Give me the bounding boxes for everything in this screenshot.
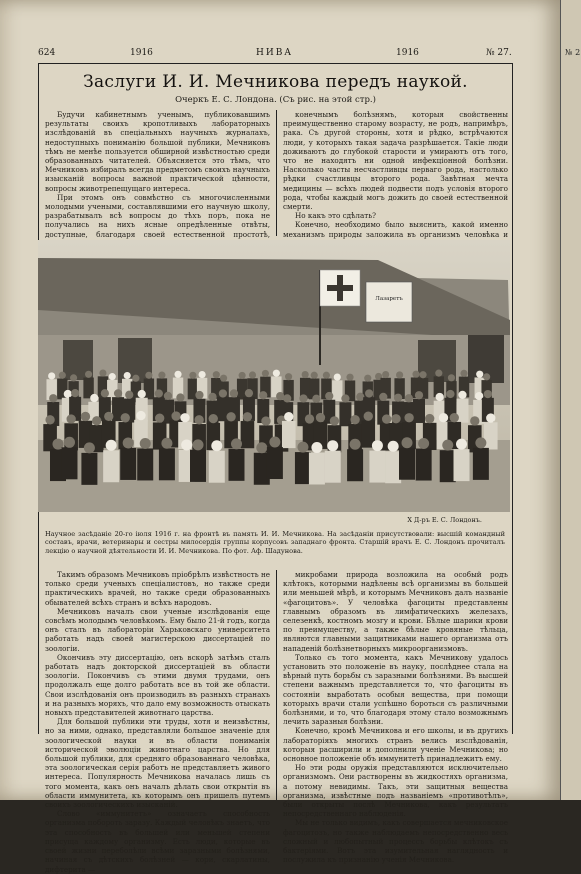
paragraph: Окончивъ эту диссертацію, онъ вскорѣ затѣмъ сталъ работать надъ докторской диссертаціей въ области зоологіи. Покончивъ съ этими двумя трудами, онъ продолжалъ еще долго работать все въ той же области. Свои изслѣдованія онъ производилъ въ разныхъ странахъ и на разныхъ моряхъ, что дало ему возможность отыскать новыхъ представителей животнаго царства. xyxy=(45,652,270,718)
header-year-right: 1916 xyxy=(396,48,419,58)
person-head xyxy=(475,437,486,448)
paragraph: Мы не только видимъ, какъ совершается мечниковское фагоцитозъ, но также наблюдаемъ непосредственно весь сложный и любопытный процессъ борьбы клѣтокъ съ бактеріями. Вотъ эта изумительная наглядность и послужила къ признанію ученія Мечникова. xyxy=(283,818,508,865)
paragraph: При этомъ онъ совмѣстно съ многочисленными молодыми учеными, составлявшими его научную школу, разрабатывалъ всѣ вопросы до тѣхъ поръ, пока не получались на нихъ ясные опредѣленные отвѣты, доступные, благодаря своей естественной простотѣ, xyxy=(45,192,270,239)
person xyxy=(237,379,247,400)
person-head xyxy=(405,394,413,402)
person-head xyxy=(396,371,403,378)
person xyxy=(454,449,470,481)
person-head xyxy=(458,391,466,399)
person-head xyxy=(161,438,172,449)
paragraph: Только съ того момента, какъ Мечникову удалось установить это положеніе въ науку, послѣднее стала на вѣрный путь борьбы съ заразными болѣзнями. Въ высшей степени важнымъ представляется то, что фагоциты въ состояніи выработать особыя вещества, при помощи которыхъ врачи стали успѣшно бороться съ различными болѣзнями, и то, что благодаря этому стало возможнымъ лечить заразныя болѣзни. xyxy=(283,652,508,727)
person-head xyxy=(299,394,307,402)
column-divider xyxy=(276,570,277,800)
person-head xyxy=(450,413,459,422)
person-head xyxy=(346,374,353,381)
paragraph: конечнымъ болѣзнямъ, которыя свойственны преимущественно старому возрасту, не родъ, напримѣръ, рака. Съ другой стороны, хотя и рѣдко, встрѣчаются люди, у которыхъ такая задача разрѣшается. Такіе люди доживаютъ до глубокой старости и умираютъ отъ того, что не находятъ ни одной инфекціонной болѣзни. Насколько часты несчастливцы перваго рода, настолько рѣдки счастливцы второго рода. Завѣтная мечта медицины — всѣхъ людей подвести подъ условія второго рода, чтобы каждый могъ дожить до своей естественной смерти. xyxy=(283,110,508,212)
person-head xyxy=(341,394,349,402)
person-head xyxy=(48,372,55,379)
person-head xyxy=(365,389,373,397)
person-head xyxy=(181,439,192,450)
person-head xyxy=(412,371,419,378)
person-head xyxy=(442,440,453,451)
person-head xyxy=(415,391,423,399)
right-border-rule xyxy=(512,64,513,734)
person xyxy=(369,451,385,483)
person-head xyxy=(261,416,270,425)
paragraph: Слово «иммунитетъ» означаетъ способность организма побороть заразу. Каждый человѣкъ знаетъ, что эта способность въ большей или меньшей степени присуща каждому организму. Есть люди, которые въ своей жизни переболѣли всѣми заразными болѣзнями, начиная съ дѣтскихъ болѣзней — кори, скарлатины, дифтерита — xyxy=(45,809,270,874)
person-head xyxy=(273,370,280,377)
paragraph: Будучи кабинетнымъ ученымъ, публиковавшимъ результаты своихъ кропотливыхъ лабораторныхъ изслѣдованій въ спеціальныхъ научныхъ журналахъ, недоступныхъ пониманію большой публики, Мечниковъ тѣмъ не менѣе пользуется обширной извѣстностью среди образованныхъ читателей. Объясняется это тѣмъ, что Мечниковъ избиралъ всегда предметомъ своихъ научныхъ изысканій вопросы важной практической цѣнности, вопросы животрепещущаго интереса. xyxy=(45,110,270,193)
person xyxy=(309,452,325,484)
person-head xyxy=(327,440,338,451)
person-head xyxy=(262,370,269,377)
person-head xyxy=(220,375,227,382)
person-head xyxy=(334,373,341,380)
paragraph: микробами природа возложила на особый родъ клѣтокъ, которыми надѣлены всѣ организмы въ большей или меньшей мѣрѣ, и которымъ Мечниковъ далъ названіе «фагоцитовъ». У человѣка фагоциты представлены главнымъ образомъ въ лимфатическихъ железахъ, селезенкѣ, костномъ мозгу и крови. Бѣлые шарики крови по преимуществу, а также бѣлые кровяные тѣльца, являются главными защитниками нашего организма отъ нападеній болѣзнетворныхъ микроорганизмовъ. xyxy=(283,570,508,653)
person-head xyxy=(174,371,181,378)
person-head xyxy=(379,393,387,401)
person-head xyxy=(123,437,134,448)
column-bottom-right xyxy=(283,570,508,865)
person-head xyxy=(99,369,106,376)
person-head xyxy=(70,374,77,381)
person-head xyxy=(195,391,203,399)
person-head xyxy=(388,441,399,452)
person-head xyxy=(394,394,402,402)
paragraph: Но какъ это сдѣлать? xyxy=(295,211,376,221)
person-head xyxy=(219,389,227,397)
person xyxy=(190,450,206,482)
person-head xyxy=(486,413,495,422)
page-header xyxy=(38,48,513,62)
person-head xyxy=(404,413,413,422)
person xyxy=(267,447,283,479)
magazine-name: НИВА xyxy=(256,48,294,58)
person-head xyxy=(259,391,267,399)
column-bottom-left xyxy=(45,570,270,874)
person xyxy=(413,399,425,423)
person-head xyxy=(350,439,361,450)
person-head xyxy=(436,393,444,401)
person-head xyxy=(311,442,322,453)
person-head xyxy=(49,394,57,402)
person-head xyxy=(231,438,242,449)
person xyxy=(416,449,432,481)
person-head xyxy=(382,371,389,378)
person-head xyxy=(435,370,442,377)
person xyxy=(484,422,498,449)
column-top-right xyxy=(283,110,508,239)
person xyxy=(385,451,401,483)
person xyxy=(61,447,77,479)
person-head xyxy=(372,440,383,451)
person-head xyxy=(145,372,152,379)
person-head xyxy=(460,370,467,377)
article-title: Заслуги И. И. Мечникова передъ наукой. xyxy=(83,72,468,92)
person-head xyxy=(213,371,220,378)
paragraph: Конечно, необходимо было выяснить, какой именно механизмъ природы заложила въ организмъ человѣка и xyxy=(283,220,508,239)
person-head xyxy=(158,372,165,379)
column-divider xyxy=(276,110,277,236)
person-head xyxy=(456,439,467,450)
person-head xyxy=(305,414,314,423)
issue-number: № 27. xyxy=(486,48,512,58)
person-head xyxy=(230,389,238,397)
group-photo xyxy=(38,240,510,525)
person-head xyxy=(138,390,146,398)
person-head xyxy=(330,416,339,425)
person-head xyxy=(391,414,400,423)
person-head xyxy=(325,392,333,400)
person-head xyxy=(208,393,216,401)
person-head xyxy=(312,395,320,403)
person-head xyxy=(418,438,429,449)
person-head xyxy=(199,371,206,378)
person-head xyxy=(269,437,280,448)
person xyxy=(325,451,341,483)
person-head xyxy=(448,374,455,381)
person xyxy=(282,421,296,448)
person-head xyxy=(419,371,426,378)
person-head xyxy=(85,371,92,378)
person-head xyxy=(109,373,116,380)
person-head xyxy=(155,413,164,422)
person-head xyxy=(64,437,75,448)
person-head xyxy=(124,372,131,379)
person-head xyxy=(245,389,253,397)
person xyxy=(120,448,136,480)
person-head xyxy=(211,440,222,451)
person-head xyxy=(243,412,252,421)
photo-image xyxy=(38,240,510,512)
person-head xyxy=(297,442,308,453)
person-head xyxy=(446,390,454,398)
person-head xyxy=(470,416,479,425)
person-head xyxy=(121,413,130,422)
person-head xyxy=(136,411,145,420)
person-head xyxy=(176,393,184,401)
header-year-left: 1916 xyxy=(130,48,153,58)
person-head xyxy=(425,414,434,423)
adjacent-page-number: № 2 xyxy=(565,48,581,57)
person xyxy=(440,450,456,482)
person-head xyxy=(171,411,180,420)
banner-text: Лазаретъ xyxy=(375,296,403,302)
paragraph: Такимъ образомъ Мечниковъ пріобрѣлъ извѣстность не только среди ученыхъ спеціалистовъ, но также среди практическихъ врачей, но также среди образованныхъ обывателей всѣхъ странъ и всѣхъ народовъ. xyxy=(45,570,270,607)
person xyxy=(332,380,342,401)
paragraph: Мечниковъ началъ свои ученые изслѣдованія еще совсѣмъ молодымъ человѣкомъ. Ему было 21-й годъ, когда онъ сталъ въ лабораторіи Харьковскаго университета работать надъ своей магистерскою диссертаціей по зоологіи. xyxy=(45,606,270,653)
person xyxy=(295,452,311,484)
photo-credit: Х Д-ръ Е. С. Лондонъ. xyxy=(407,516,482,524)
person-head xyxy=(90,394,98,402)
person-head xyxy=(71,389,79,397)
photo-caption: Научное засѣданіе 20-го іюля 1916 г. на фронтѣ въ память И. И. Мечникова. На засѣданіи присутствовали: высшій командный составъ, врачи, ветеринары и сестры милосердія группы корпусовъ западнаго фронта. Старшій врачъ Е. С. Лондонъ прочиталъ лекцію о научной дѣятельности И. И. Мечникова. По фот. Аф. Шадунова. xyxy=(45,530,505,555)
header-rule xyxy=(38,63,513,64)
paragraph: Конечно, кромѣ Мечникова и его школы, и въ другихъ лабораторіяхъ многихъ странъ велись изслѣдованія, которыя расширили и дополнили ученіе Мечникова; но основное положеніе объ иммунитетѣ принадлежитъ ему. xyxy=(283,726,508,764)
person xyxy=(241,421,255,448)
person-head xyxy=(92,416,101,425)
person-head xyxy=(66,414,75,423)
person-head xyxy=(283,394,291,402)
person-head xyxy=(476,371,483,378)
person-head xyxy=(284,412,293,421)
person xyxy=(228,449,244,481)
person-head xyxy=(311,372,318,379)
person-head xyxy=(106,440,117,451)
person-head xyxy=(256,442,267,453)
person xyxy=(81,453,97,485)
person-head xyxy=(81,412,90,421)
person xyxy=(144,379,154,400)
person xyxy=(347,449,363,481)
page-number: 624 xyxy=(38,48,56,58)
person-head xyxy=(189,372,196,379)
person-head xyxy=(483,373,490,380)
person-head xyxy=(439,413,448,422)
person xyxy=(209,451,225,483)
person-head xyxy=(59,372,66,379)
person-head xyxy=(194,415,203,424)
person-head xyxy=(402,437,413,448)
person-head xyxy=(155,389,163,397)
person-head xyxy=(209,414,218,423)
person-head xyxy=(382,414,391,423)
adjacent-page-edge xyxy=(560,0,581,800)
person xyxy=(399,448,415,480)
column-top-left xyxy=(45,110,270,239)
person xyxy=(103,450,119,482)
person xyxy=(473,448,489,480)
paragraph: Для большой публики эти труды, хотя и неизвѣстны, но за ними, однако, представляли большое значеніе для зоологической науки и въ области пониманія исторической эволюціи животнаго царства. Но для большой публики, для средняго образованнаго человѣка, эта зоологическая серія работъ не представляетъ живого интереса. Популярность Мечникова началась лишь съ того момента, какъ онъ началъ дѣлать свои открытія въ области иммунитета, къ которымъ онъ пришелъ путемъ своихъ зоологическихъ изысканій. xyxy=(45,717,270,810)
person-head xyxy=(285,373,292,380)
person xyxy=(339,402,351,426)
person-head xyxy=(316,413,325,422)
person-head xyxy=(239,372,246,379)
person-head xyxy=(350,415,359,424)
person-head xyxy=(226,412,235,421)
person-head xyxy=(114,389,122,397)
person-head xyxy=(104,412,113,421)
person-head xyxy=(84,442,95,453)
person-head xyxy=(364,375,371,382)
person xyxy=(159,448,175,480)
paragraph: Но эти роды оружія представляются исключительно организмомъ. Они растворены въ жидкостяхъ организма, а потому невидимы. Такъ, эти защитныя вещества организма, извѣстные подъ названіемъ «противотѣлъ», были открыты послѣ Мечникова, какъ результатъ непосредственнаго наблюденія. xyxy=(283,763,508,819)
person-head xyxy=(140,438,151,449)
person-head xyxy=(125,391,133,399)
person-head xyxy=(132,375,139,382)
person-head xyxy=(180,413,189,422)
person-head xyxy=(323,372,330,379)
person-head xyxy=(364,412,373,421)
person-head xyxy=(193,439,204,450)
person-head xyxy=(484,390,492,398)
person-head xyxy=(45,415,54,424)
article-byline: Очеркъ Е. С. Лондона. (Съ рис. на этой стр.) xyxy=(175,95,376,105)
person-head xyxy=(164,392,172,400)
person xyxy=(137,448,153,480)
person-head xyxy=(249,371,256,378)
person-head xyxy=(101,389,109,397)
person-head xyxy=(302,371,309,378)
person-head xyxy=(276,392,284,400)
